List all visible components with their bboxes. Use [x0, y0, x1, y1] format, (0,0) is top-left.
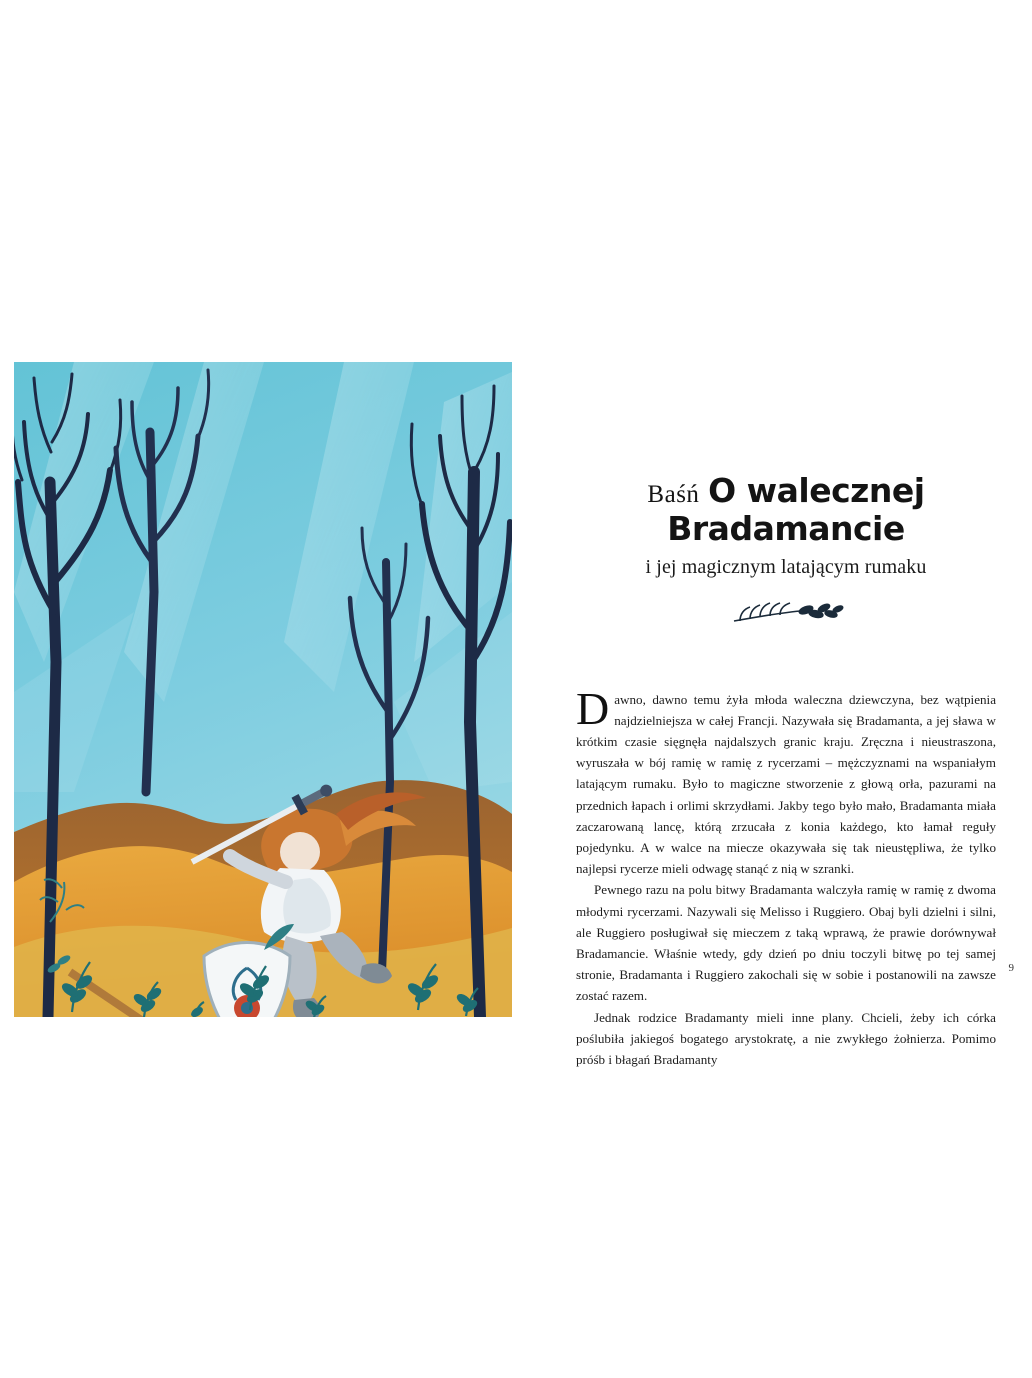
title-block [576, 362, 996, 579]
drop-cap: D [576, 682, 610, 734]
title-main-line-1: O walecznej [708, 471, 925, 510]
story-body [576, 682, 996, 1071]
illustration-artwork [14, 362, 512, 1017]
paragraph-1 [576, 682, 996, 880]
paragraph-3: Jednak rodzice Bradamanty mieli inne plany. Chcieli, żeby ich córka poślubiła jakiegoś bogatego arystokratę, a nie zwykłego żołnierza. Pomimo próśb i błagań Bradamanty [576, 1009, 996, 1068]
story-illustration [14, 362, 512, 1017]
title-subtitle: i jej magicznym latającym rumaku [645, 555, 927, 578]
paragraph-2: Pewnego razu na polu bitwy Bradamanta walczyła ramię w ramię z dwoma młodymi rycerzami. Nazywali się Melisso i Ruggiero. Obaj byli dzielni i silni, ale Ruggiero posługiwał się mieczem z taką wprawą, że prawie dorównywał Bradamancie. Właśnie wtedy, gdy dzień po dniu toczyli bitwę po tej samej stronie, Bradamanta i Ruggiero zakochali się w sobie i postanowili na zawsze zostać razem. [576, 882, 996, 1004]
story-text-page [576, 362, 1014, 1068]
leaf-sprig-icon [726, 601, 846, 627]
title-line-1 [576, 471, 996, 510]
title-main-line-2: Bradamancie [667, 508, 905, 548]
page-number: 9 [1008, 962, 1014, 974]
title-prefix: Baśń [647, 481, 700, 508]
leaf-sprig-ornament [576, 601, 996, 627]
paragraph-1-text: awno, dawno temu żyła młoda waleczna dziewczyna, bez wątpienia najdzielniejsza w całej Francji. Nazywała się Bradamanta, a jej sława w krótkim czasie sięgnęła najdalszych granic kraju. Zręczna i nieustraszona, wyruszała w bój ramię w ramię z rycerzami – mężczyznami na wspaniałym latającym rumaku. Było to magiczne stworzenie z głową orła, pazurami na przednich łapach i orlimi skrzydłami. Jakby tego było mało, Bradamanta miała zaczarowaną lancę, którą zrzucała z konia każdego, kto łamał reguły pojedynku. A w walce na miecze okazywała się tak nieustępliwa, że tylko najlepsi rycerze mieli odwagę stanąć z nią w szranki. [576, 691, 996, 877]
